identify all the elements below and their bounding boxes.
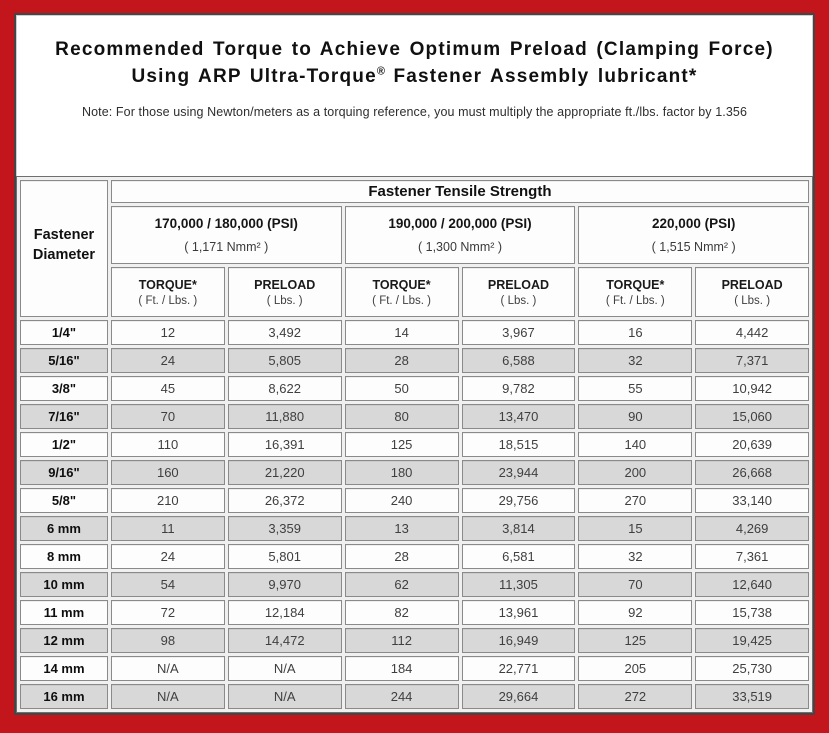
table-row [20,628,809,653]
diameter-cell: 9/16" [20,460,108,485]
torque-unit: ( Ft. / Lbs. ) [605,294,665,307]
torque-value-cell: 80 [345,404,459,429]
fastener-diameter-header-cell [20,180,108,317]
preload-label: PRELOAD [254,277,316,292]
torque-label: TORQUE* [138,277,197,292]
preload-value-cell: 20,639 [695,432,809,457]
preload-label: PRELOAD [721,277,783,292]
table-row [20,600,809,625]
torque-value-cell: 12 [111,320,225,345]
torque-value-cell: 200 [578,460,692,485]
preload-value-cell: 11,880 [228,404,342,429]
torque-value-cell: 28 [345,348,459,373]
preload-value-cell: 3,492 [228,320,342,345]
torque-value-cell: 272 [578,684,692,709]
banner-row [20,180,809,203]
table-row [20,348,809,373]
torque-table-body [20,180,809,709]
nmm-value-2: ( 1,300 Nmm² ) [417,240,503,254]
torque-label: TORQUE* [606,277,665,292]
preload-value-cell: 19,425 [695,628,809,653]
preload-value-cell: 11,305 [462,572,576,597]
preload-value-cell: 3,359 [228,516,342,541]
preload-value-cell: 7,361 [695,544,809,569]
preload-value-cell: 9,782 [462,376,576,401]
subheader-row [20,267,809,317]
table-row [20,544,809,569]
diameter-cell: 8 mm [20,544,108,569]
preload-value-cell: 18,515 [462,432,576,457]
title-line-1: Recommended Torque to Achieve Optimum Preload (Clamping Force) [55,39,774,60]
torque-label: TORQUE* [372,277,431,292]
content-panel [14,13,815,715]
table-row [20,460,809,485]
torque-value-cell: 70 [578,572,692,597]
fastener-diameter-label-line2: Diameter [32,246,95,263]
torque-value-cell: 92 [578,600,692,625]
torque-value-cell: N/A [111,684,225,709]
preload-value-cell: 12,640 [695,572,809,597]
table-row [20,516,809,541]
torque-unit: ( Ft. / Lbs. ) [372,294,431,307]
preload-column-header-3 [695,267,809,317]
diameter-cell: 1/2" [20,432,108,457]
preload-value-cell: 33,519 [695,684,809,709]
preload-value-cell: 4,442 [695,320,809,345]
title-line-2-pre: Using ARP Ultra-Torque [131,65,377,87]
table-row [20,488,809,513]
table-row [20,404,809,429]
diameter-cell: 11 mm [20,600,108,625]
registered-trademark-symbol: ® [376,65,385,78]
psi-group-header-2 [345,206,576,264]
torque-column-header-1 [111,267,225,317]
torque-value-cell: 112 [345,628,459,653]
diameter-cell: 6 mm [20,516,108,541]
torque-value-cell: 54 [111,572,225,597]
torque-unit: ( Ft. / Lbs. ) [138,294,198,307]
torque-value-cell: 24 [111,544,225,569]
torque-value-cell: 98 [111,628,225,653]
psi-group-header-1 [111,206,342,264]
torque-value-cell: 28 [345,544,459,569]
torque-value-cell: 270 [578,488,692,513]
group-header-row [20,206,809,264]
page-title [16,37,813,91]
preload-value-cell: 3,967 [462,320,576,345]
preload-value-cell: 29,664 [462,684,576,709]
preload-value-cell: 3,814 [462,516,576,541]
diameter-cell: 12 mm [20,628,108,653]
table-row [20,572,809,597]
preload-value-cell: 5,805 [228,348,342,373]
nmm-value-1: ( 1,171 Nmm² ) [184,240,269,254]
preload-value-cell: 22,771 [462,656,576,681]
diameter-cell: 16 mm [20,684,108,709]
preload-value-cell: 12,184 [228,600,342,625]
preload-value-cell: N/A [228,656,342,681]
preload-value-cell: 6,581 [462,544,576,569]
fastener-diameter-label [21,226,107,265]
torque-value-cell: 55 [578,376,692,401]
diameter-cell: 14 mm [20,656,108,681]
preload-value-cell: 14,472 [228,628,342,653]
preload-value-cell: 33,140 [695,488,809,513]
torque-value-cell: 184 [345,656,459,681]
torque-value-cell: 125 [345,432,459,457]
psi-value-1: 170,000 / 180,000 (PSI) [154,216,298,231]
diameter-cell: 5/16" [20,348,108,373]
preload-value-cell: 15,738 [695,600,809,625]
preload-value-cell: 9,970 [228,572,342,597]
torque-value-cell: 24 [111,348,225,373]
preload-value-cell: 16,391 [228,432,342,457]
torque-value-cell: 210 [111,488,225,513]
torque-value-cell: 16 [578,320,692,345]
torque-value-cell: 32 [578,348,692,373]
torque-value-cell: 72 [111,600,225,625]
torque-value-cell: 15 [578,516,692,541]
diameter-cell: 7/16" [20,404,108,429]
preload-value-cell: 10,942 [695,376,809,401]
preload-column-header-2 [462,267,576,317]
preload-value-cell: 29,756 [462,488,576,513]
table-row [20,376,809,401]
torque-value-cell: 244 [345,684,459,709]
torque-value-cell: 180 [345,460,459,485]
torque-value-cell: 70 [111,404,225,429]
preload-value-cell: N/A [228,684,342,709]
torque-value-cell: 240 [345,488,459,513]
torque-value-cell: 62 [345,572,459,597]
diameter-cell: 5/8" [20,488,108,513]
torque-value-cell: N/A [111,656,225,681]
psi-value-2: 190,000 / 200,000 (PSI) [388,216,532,231]
table-row [20,320,809,345]
diameter-cell: 1/4" [20,320,108,345]
fastener-diameter-label-line1: Fastener [33,226,95,243]
torque-value-cell: 90 [578,404,692,429]
preload-label: PRELOAD [487,277,550,292]
torque-table [16,176,813,713]
preload-unit: ( Lbs. ) [500,294,537,307]
preload-value-cell: 7,371 [695,348,809,373]
note-text: Note: For those using Newton/meters as a torquing reference, you must multiply the appropriate ft./lbs. factor by 1.356 [81,104,747,119]
torque-column-header-3 [578,267,692,317]
title-line-2 [16,64,813,91]
preload-value-cell: 23,944 [462,460,576,485]
preload-value-cell: 15,060 [695,404,809,429]
diameter-cell: 10 mm [20,572,108,597]
preload-value-cell: 4,269 [695,516,809,541]
torque-value-cell: 160 [111,460,225,485]
table-row [20,684,809,709]
preload-value-cell: 26,372 [228,488,342,513]
torque-value-cell: 50 [345,376,459,401]
table-row [20,656,809,681]
preload-value-cell: 8,622 [228,376,342,401]
torque-value-cell: 32 [578,544,692,569]
preload-value-cell: 13,961 [462,600,576,625]
title-line-2-post: Fastener Assembly lubricant* [384,65,698,87]
psi-group-header-3 [578,206,809,264]
preload-value-cell: 16,949 [462,628,576,653]
torque-value-cell: 11 [111,516,225,541]
preload-unit: ( Lbs. ) [734,294,771,307]
preload-column-header-1 [228,267,342,317]
preload-value-cell: 13,470 [462,404,576,429]
diameter-cell: 3/8" [20,376,108,401]
torque-value-cell: 205 [578,656,692,681]
torque-value-cell: 140 [578,432,692,457]
preload-value-cell: 26,668 [695,460,809,485]
preload-unit: ( Lbs. ) [266,294,303,307]
preload-value-cell: 5,801 [228,544,342,569]
tensile-strength-banner: Fastener Tensile Strength [111,180,809,203]
torque-value-cell: 125 [578,628,692,653]
preload-value-cell: 25,730 [695,656,809,681]
torque-value-cell: 82 [345,600,459,625]
torque-value-cell: 13 [345,516,459,541]
torque-value-cell: 45 [111,376,225,401]
preload-value-cell: 21,220 [228,460,342,485]
nmm-value-3: ( 1,515 Nmm² ) [651,240,736,254]
preload-value-cell: 6,588 [462,348,576,373]
torque-value-cell: 110 [111,432,225,457]
torque-column-header-2 [345,267,459,317]
table-row [20,432,809,457]
psi-value-3: 220,000 (PSI) [652,216,736,231]
torque-value-cell: 14 [345,320,459,345]
